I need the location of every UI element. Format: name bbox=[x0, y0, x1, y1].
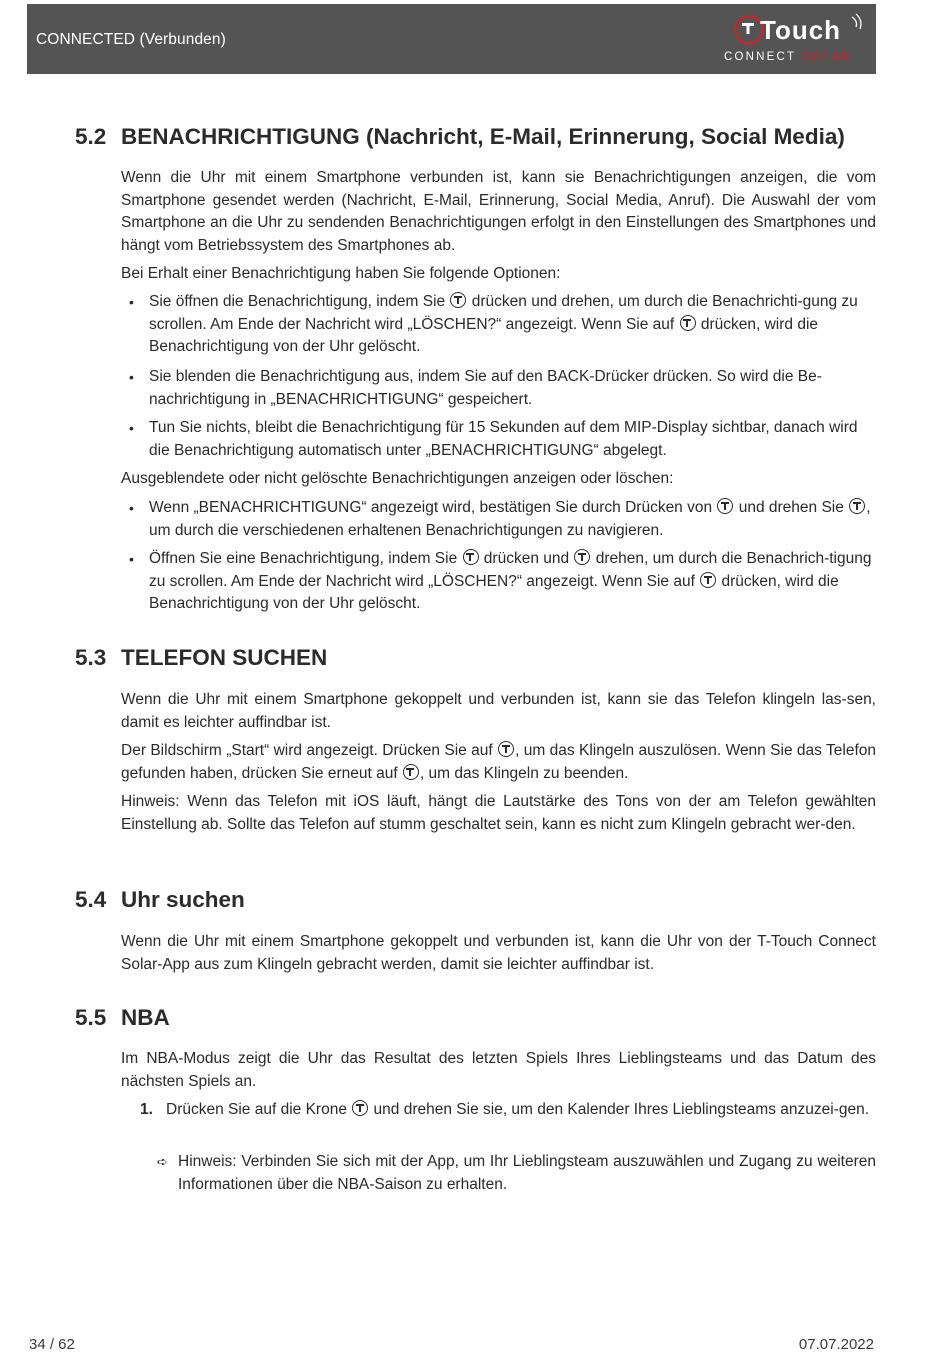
numbered-step bbox=[140, 1099, 876, 1122]
paragraph-intro: Wenn die Uhr mit einem Smartphone verbunden ist, kann sie Benachrichtigungen anzeigen, die vom Smartphone gesendet werden (Nachricht, E-Mail, Erinnerung, Social Media, Anruf). Die Auswahl der vom Smartphone an die Uhr zu sendenden Benachrichtigungen erfolgt in den Einstellungen des Smartphones und hängt vom Betriebssystem des Smartphones ab. bbox=[121, 169, 876, 254]
paragraph-text: , um das Klingeln zu beenden. bbox=[419, 764, 629, 782]
section-number: 5.4 bbox=[75, 887, 107, 912]
bullet-dot: • bbox=[129, 420, 134, 436]
crown-t-icon bbox=[680, 315, 696, 331]
section-number: 5.5 bbox=[75, 1005, 107, 1030]
list-item-text: drücken, wird die Benachrichtigung von der Uhr gelöscht. bbox=[149, 315, 819, 355]
section-number: 5.2 bbox=[75, 124, 107, 149]
logo-word: Touch bbox=[760, 15, 842, 45]
section-heading-5-2 bbox=[75, 124, 845, 150]
section-title: Uhr suchen bbox=[121, 887, 245, 912]
crown-t-icon bbox=[352, 1100, 368, 1116]
section-title: TELEFON SUCHEN bbox=[121, 645, 328, 670]
list-item-text: Sie öffnen die Benachrichtigung, indem Sie bbox=[149, 293, 450, 310]
paragraph: Im NBA-Modus zeigt die Uhr das Resultat des letzten Spiels Ihres Lieblingsteams und das Datum des nächsten Spiels an. bbox=[121, 1050, 876, 1090]
header-bar bbox=[27, 4, 876, 74]
logo-sub-connect: CONNECT bbox=[724, 51, 802, 63]
paragraph-note: Hinweis: Wenn das Telefon mit iOS läuft, hängt die Lautstärke des Tons von der am Telefon gewählten Einstellung ab. Sollte das Telefon auf stumm geschaltet sein, kann es nicht zum Klingeln gebracht wer-den. bbox=[121, 793, 876, 833]
crown-t-icon bbox=[498, 741, 514, 757]
list-item-text: drücken und drehen, um durch die Benachrichti-gung zu scrollen. Am Ende der Nachricht wird „LÖSCHEN?“ angezeigt. Wenn Sie auf bbox=[149, 293, 858, 333]
step-number: 1. bbox=[140, 1101, 153, 1118]
logo-sub-solar: SOLAR bbox=[801, 51, 852, 63]
signal-waves-icon bbox=[850, 13, 864, 33]
page-number: 34 / 62 bbox=[29, 1336, 75, 1353]
section-title: BENACHRICHTIGUNG (Nachricht, E-Mail, Erinnerung, Social Media) bbox=[121, 124, 845, 149]
section-heading-5-4 bbox=[75, 887, 245, 913]
list-item bbox=[129, 366, 876, 411]
list-item bbox=[129, 291, 876, 359]
paragraph-hidden-lead: Ausgeblendete oder nicht gelöschte Benachrichtigungen anzeigen oder löschen: bbox=[121, 470, 674, 487]
list-item-text: und drehen Sie bbox=[734, 499, 849, 516]
logo-t-circle-icon bbox=[734, 15, 763, 44]
hint-note bbox=[157, 1151, 876, 1196]
crown-t-icon bbox=[849, 498, 865, 514]
footer-date: 07.07.2022 bbox=[798, 1336, 874, 1353]
list-item-text: drücken und bbox=[479, 550, 574, 567]
bullet-dot: • bbox=[129, 551, 134, 567]
list-item-text: Sie blenden die Benachrichtigung aus, indem Sie auf den BACK-Drücker drücken. So wird die Be-nachrichtigung in „BENACHRICHTIGUNG“ gespeichert. bbox=[149, 368, 822, 408]
list-item bbox=[129, 497, 876, 542]
crown-t-icon bbox=[450, 292, 466, 308]
paragraph-options-lead: Bei Erhalt einer Benachrichtigung haben Sie folgende Optionen: bbox=[121, 265, 561, 282]
crown-t-icon bbox=[717, 498, 733, 514]
paragraph bbox=[121, 740, 876, 785]
paragraph: Wenn die Uhr mit einem Smartphone gekoppelt und verbunden ist, kann die Uhr von der T-Touch Connect Solar-App aus zum Klingeln gebracht werden, damit sie leichter auffindbar ist. bbox=[121, 933, 876, 973]
paragraph: Wenn die Uhr mit einem Smartphone gekoppelt und verbunden ist, kann sie das Telefon klingeln las-sen, damit es leichter auffindbar ist. bbox=[121, 691, 876, 731]
step-text: Drücken Sie auf die Krone bbox=[166, 1101, 352, 1118]
section-title: NBA bbox=[121, 1005, 170, 1030]
list-item bbox=[129, 548, 876, 616]
list-item-text: , um durch die verschiedenen erhaltenen Benachrichtigungen zu navigieren. bbox=[149, 499, 871, 539]
header-title: CONNECTED (Verbunden) bbox=[36, 31, 226, 48]
hint-text: Hinweis: Verbinden Sie sich mit der App, um Ihr Lieblingsteam auszuwählen und Zugang zu weiteren Informationen über die NBA-Saison zu erhalten. bbox=[178, 1153, 876, 1193]
bullet-dot: • bbox=[129, 369, 134, 385]
hint-arrow-icon: ➪ bbox=[157, 1154, 168, 1169]
list-item-text: drehen, um durch die Benachrich-tigung zu scrollen. Am Ende der Nachricht wird „LÖSCHEN?“ angezeigt. Wenn Sie auf bbox=[149, 550, 872, 590]
bullet-dot: • bbox=[129, 500, 134, 516]
bullet-dot: • bbox=[129, 294, 134, 310]
step-text: und drehen Sie sie, um den Kalender Ihres Lieblingsteams anzuzei-gen. bbox=[369, 1101, 870, 1118]
section-heading-5-3 bbox=[75, 645, 327, 671]
crown-t-icon bbox=[700, 572, 716, 588]
list-item-text: Öffnen Sie eine Benachrichtigung, indem Sie bbox=[149, 550, 462, 567]
paragraph-text: Der Bildschirm „Start“ wird angezeigt. Drücken Sie auf bbox=[121, 742, 498, 759]
crown-t-icon bbox=[403, 764, 419, 780]
paragraph-text: , um das Klingeln auszulösen. Wenn Sie das Telefon gefunden haben, drücken Sie erneut auf bbox=[121, 742, 876, 782]
ttouch-logo bbox=[724, 13, 864, 69]
list-item-text: Wenn „BENACHRICHTIGUNG“ angezeigt wird, bestätigen Sie durch Drücken von bbox=[149, 499, 717, 516]
crown-t-icon bbox=[463, 549, 479, 565]
section-number: 5.3 bbox=[75, 645, 107, 670]
crown-t-icon bbox=[574, 549, 590, 565]
list-item-text: drücken, wird die Benachrichtigung von der Uhr gelöscht. bbox=[149, 572, 839, 612]
logo-subtitle bbox=[724, 51, 851, 63]
list-item bbox=[129, 417, 876, 462]
section-heading-5-5 bbox=[75, 1005, 170, 1031]
list-item-text: Tun Sie nichts, bleibt die Benachrichtigung für 15 Sekunden auf dem MIP-Display sichtbar, danach wird die Benachrichtigung automatisch unter „BENACHRICHTIGUNG“ abgelegt. bbox=[149, 419, 858, 459]
